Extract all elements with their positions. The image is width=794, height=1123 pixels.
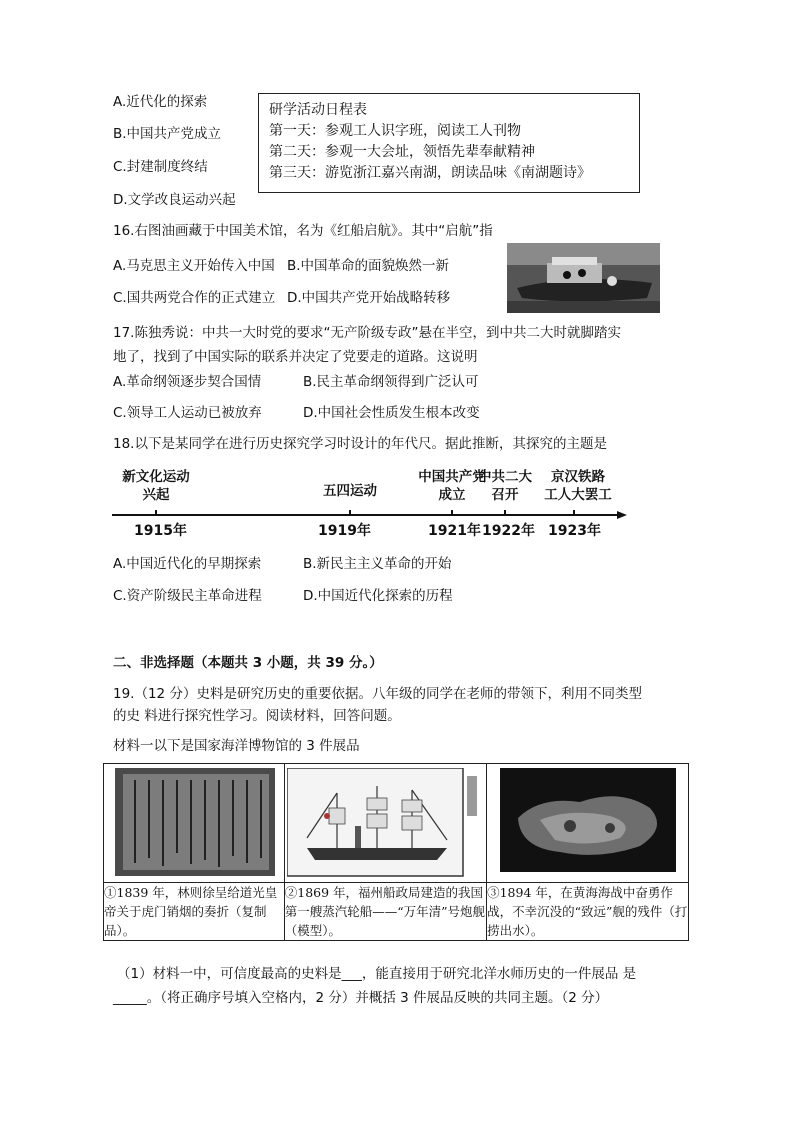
- q19-sub1-line1: （1）材料一中，可信度最高的史料是___，能直接用于研究北洋水师历史的一件展品 是: [117, 966, 637, 982]
- q16-option-d: D.中国共产党开始战略转移: [287, 290, 451, 306]
- timeline-year-4: 1922年: [482, 523, 535, 539]
- boat-scene-icon: [507, 243, 660, 313]
- zhiyuan-wreck-fragment-image: [500, 768, 676, 872]
- timeline-event-4: 中共二大 召开: [478, 469, 532, 503]
- timeline-axis: [112, 510, 632, 520]
- exhibit-table: [103, 763, 689, 941]
- q15-option-c: C.封建制度终结: [113, 159, 208, 175]
- q19-stem-line1: 19.（12 分）史料是研究历史的重要依据。八年级的同学在老师的带领下，利用不同类型: [113, 686, 642, 702]
- material-intro: 材料一以下是国家海洋博物馆的 3 件展品: [113, 738, 360, 754]
- schedule-day-1: 第一天：参观工人识字班，阅读工人刊物: [269, 123, 521, 139]
- q17-option-d: D.中国社会性质发生根本改变: [303, 405, 480, 421]
- q16-option-a: A.马克思主义开始传入中国: [113, 258, 275, 274]
- q17-option-b: B.民主革命纲领得到广泛认可: [303, 374, 479, 390]
- steamship-model-image: [287, 768, 483, 880]
- q17-option-a: A.革命纲领逐步契合国情: [113, 374, 262, 390]
- q18-option-c: C.资产阶级民主革命进程: [113, 588, 262, 604]
- timeline-event-5: 京汉铁路 工人大罢工: [544, 469, 612, 503]
- timeline-year-2: 1919年: [318, 523, 371, 539]
- exhibit-1-caption: ①1839 年，林则徐呈给道光皇帝关于虎门销烟的奏折（复制品）。: [104, 883, 285, 941]
- red-boat-painting-image: [507, 243, 660, 313]
- exhibit-2-caption: ②1869 年，福州船政局建造的我国第一艘蒸汽轮船——“万年清”号炮舰（模型）。: [284, 883, 486, 941]
- q15-option-a: A.近代化的探索: [113, 94, 208, 110]
- q18-option-d: D.中国近代化探索的历程: [303, 588, 453, 604]
- q17-stem-line1: 17.陈独秀说：中共一大时党的要求“无产阶级专政”悬在半空，到中共二大时就脚踏实: [113, 325, 621, 341]
- exhibit-2-image-cell: [284, 764, 486, 883]
- exhibit-3-image-cell: [487, 764, 689, 883]
- timeline-year-1: 1915年: [134, 523, 187, 539]
- memorial-document-image: [105, 768, 283, 880]
- q17-option-c: C.领导工人运动已被放弃: [113, 405, 262, 421]
- section-title: 二、非选择题（本题共 3 小题，共 39 分。）: [113, 655, 383, 671]
- q16-stem: 16.右图油画藏于中国美术馆，名为《红船启航》。其中“启航”指: [113, 223, 493, 239]
- q16-option-b: B.中国革命的面貌焕然一新: [287, 258, 450, 274]
- timeline-year-3: 1921年: [428, 523, 481, 539]
- schedule-day-3: 第三天：游览浙江嘉兴南湖，朗读品味《南湖题诗》: [269, 165, 591, 181]
- q19-stem-line2: 的史 料进行探究性学习。阅读材料，回答问题。: [113, 708, 401, 724]
- timeline-event-2: 五四运动: [323, 483, 377, 499]
- timeline-event-3: 中国共产党 成立: [418, 469, 486, 503]
- exhibit-1-image-cell: [104, 764, 285, 883]
- q19-sub1-line2: _____。（将正确序号填入空格内，2 分）并概括 3 件展品反映的共同主题。（2 分）: [113, 990, 609, 1006]
- schedule-day-2: 第二天：参观一大会址，领悟先辈奉献精神: [269, 144, 535, 160]
- schedule-title: 研学活动日程表: [269, 102, 367, 118]
- q18-stem: 18.以下是某同学在进行历史探究学习时设计的年代尺。据此推断，其探究的主题是: [113, 436, 607, 452]
- timeline: [112, 468, 632, 538]
- exhibit-3-caption: ③1894 年，在黄海海战中奋勇作战，不幸沉没的“致远”舰的残件（打捞出水）。: [487, 883, 689, 941]
- q18-option-a: A.中国近代化的早期探索: [113, 556, 262, 572]
- research-schedule-box: [258, 93, 640, 193]
- q15-option-d: D.文学改良运动兴起: [113, 192, 236, 208]
- timeline-year-5: 1923年: [548, 523, 601, 539]
- q18-option-b: B.新民主主义革命的开始: [303, 556, 452, 572]
- q16-option-c: C.国共两党合作的正式建立: [113, 290, 276, 306]
- q17-stem-line2: 地了，找到了中国实际的联系并决定了党要走的道路。这说明: [113, 349, 478, 365]
- timeline-event-1: 新文化运动 兴起: [122, 469, 190, 503]
- q15-option-b: B.中国共产党成立: [113, 126, 222, 142]
